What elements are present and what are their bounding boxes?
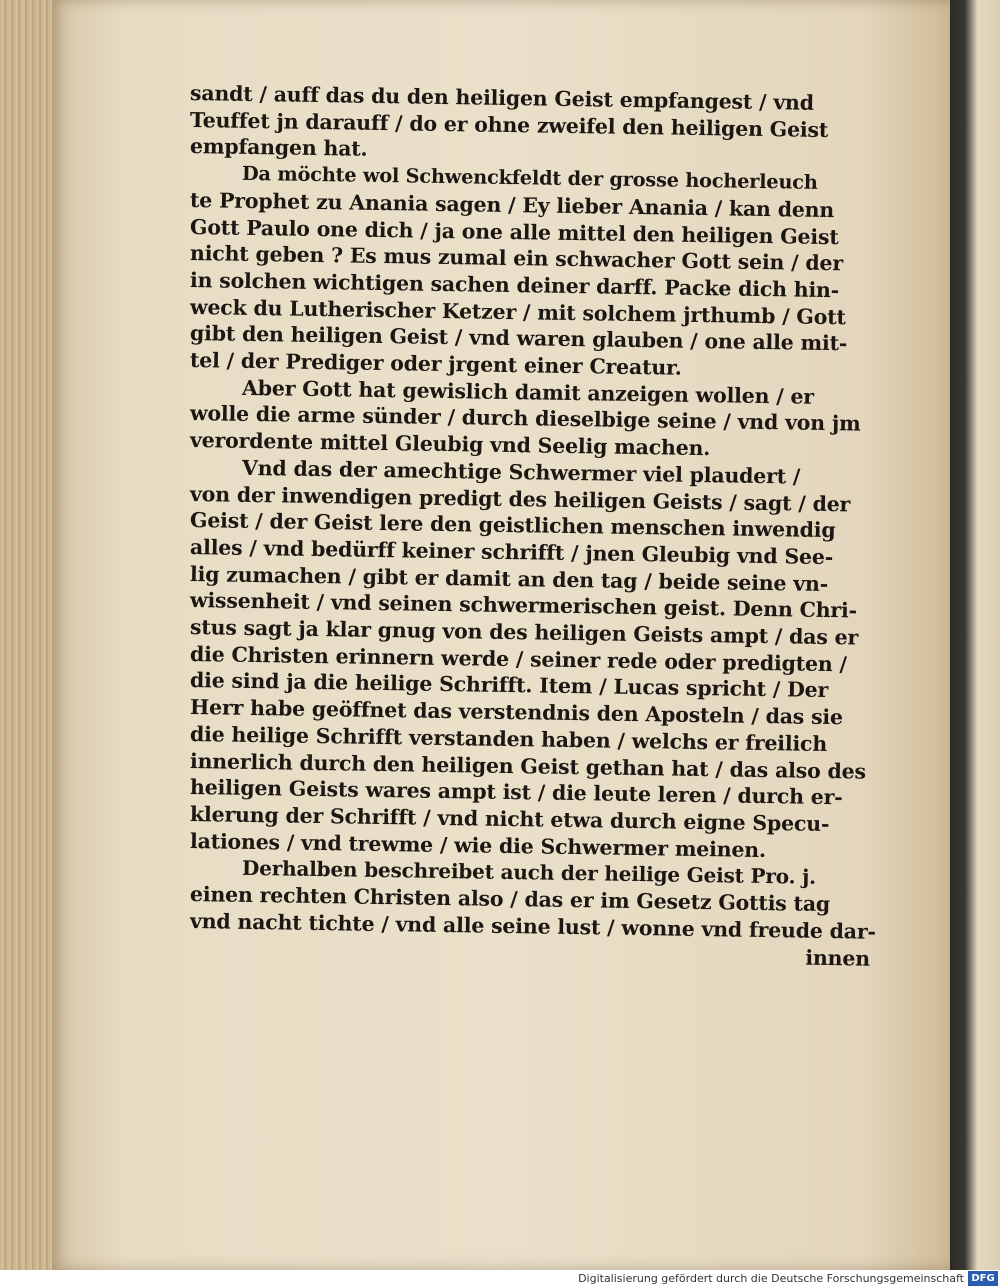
text-line: Da möchte wol Schwenckfeldt der grosse hocherleuch xyxy=(241,161,818,194)
text-line: Aber Gott hat gewislich damit anzeigen wollen / er xyxy=(241,375,815,409)
text-line: Vnd das der amechtige Schwermer viel plaudert / xyxy=(241,455,801,489)
text-line: Herr habe geöffnet das verstendnis den Aposteln / das sie xyxy=(189,695,844,730)
text-line: empfangen hat. xyxy=(189,134,368,162)
text-line: wolle die arme sünder / durch dieselbige seine / vnd von jm xyxy=(189,401,861,436)
text-line: te Prophet zu Anania sagen / Ey lieber Anania / kan denn xyxy=(189,187,835,222)
text-line: tel / der Prediger oder jrgent einer Creatur. xyxy=(189,348,682,380)
text-line: heiligen Geists wares ampt ist / die leute leren / durch er- xyxy=(189,775,843,810)
text-line: sandt / auff das du den heiligen Geist empfangest / vnd xyxy=(189,81,815,115)
text-line: alles / vnd bedürff keiner schrifft / jnen Gleubig vnd See- xyxy=(189,534,834,570)
text-line: in solchen wichtigen sachen deiner darff. Packe dich hin- xyxy=(189,267,840,303)
text-line: vnd nacht tichte / vnd alle seine lust / wonne vnd freude dar- xyxy=(189,908,876,944)
text-line: von der inwendigen predigt des heiligen Geists / sagt / der xyxy=(189,481,851,516)
text-line: verordente mittel Gleubig vnd Seelig machen. xyxy=(189,428,711,461)
text-line: nicht geben ? Es mus zumal ein schwacher Gott sein / der xyxy=(189,241,844,276)
text-line: die heilige Schrifft verstanden haben / welchs er freilich xyxy=(189,721,828,756)
text-line: Teuffet jn darauff / do er ohne zweifel den heiligen Geist xyxy=(189,107,829,142)
text-line: innerlich durch den heiligen Geist gethan hat / das also des xyxy=(189,748,866,784)
text-line: Gott Paulo one dich / ja one alle mittel den heiligen Geist xyxy=(189,214,839,249)
text-line: gibt den heiligen Geist / vnd waren glauben / one alle mit- xyxy=(189,321,848,356)
text-line: die sind ja die heilige Schrifft. Item / Lucas spricht / Der xyxy=(189,668,829,703)
footer-credit: Digitalisierung gefördert durch die Deutsche Forschungsgemeinschaft xyxy=(578,1272,964,1285)
dfg-logo: DFG xyxy=(968,1271,998,1286)
text-line: Derhalben beschreibet auch der heilige Geist Pro. j. xyxy=(241,856,817,890)
text-line: lig zumachen / gibt er damit an den tag / beide seine vn- xyxy=(189,561,829,596)
right-page-edge xyxy=(950,0,1000,1270)
text-line: die Christen erinnern werde / seiner rede oder predigten / xyxy=(189,641,847,677)
catchword: innen xyxy=(805,945,871,971)
text-line: klerung der Schrifft / vnd nicht etwa durch eigne Specu- xyxy=(189,801,830,837)
text-line: einen rechten Christen also / das er im Gesetz Gottis tag xyxy=(189,882,831,917)
text-line: wissenheit / vnd seinen schwermerischen geist. Denn Chri- xyxy=(189,588,858,623)
text-line: weck du Lutherischer Ketzer / mit solchem jrthumb / Gott xyxy=(189,294,846,329)
text-line: Geist / der Geist lere den geistlichen menschen inwendig xyxy=(189,508,836,543)
text-line: stus sagt ja klar gnug von des heiligen Geists ampt / das er xyxy=(189,615,859,650)
page-text xyxy=(189,80,880,971)
text-line: lationes / vnd trewme / wie die Schwermer meinen. xyxy=(189,828,767,862)
